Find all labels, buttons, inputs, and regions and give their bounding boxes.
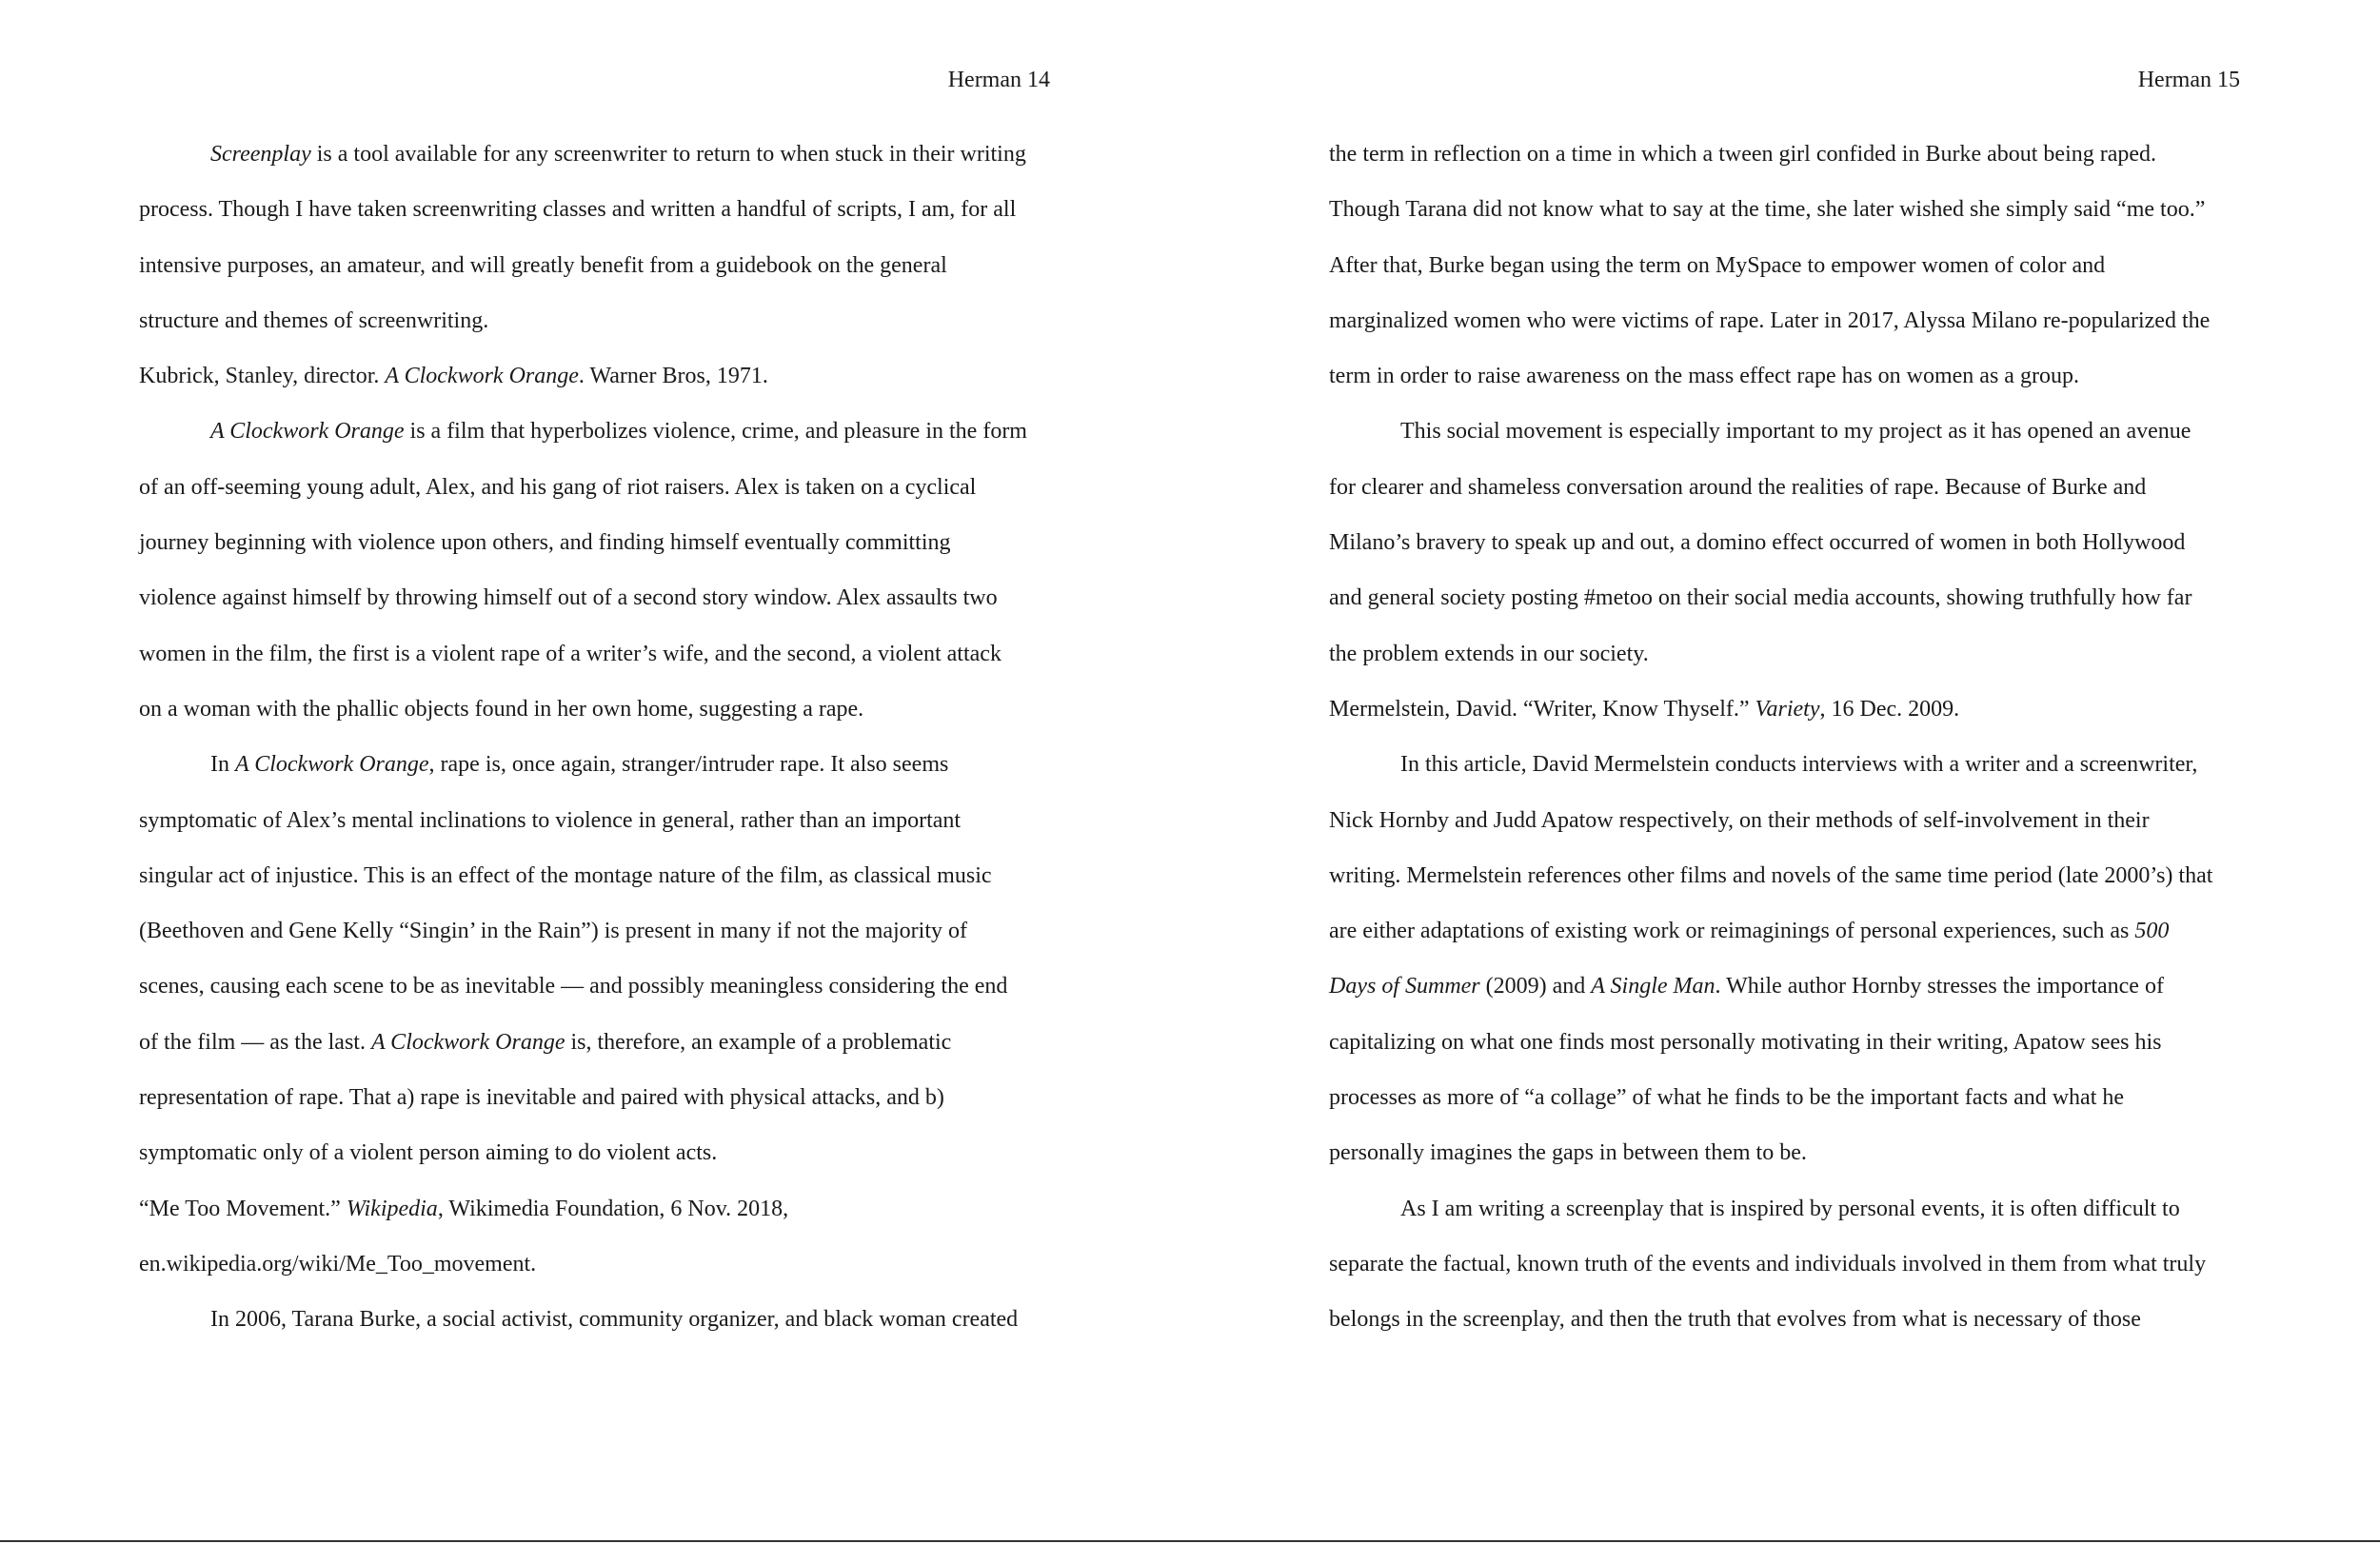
text-run: personally imagines the gaps in between them to be. <box>1329 1140 1807 1166</box>
text-line <box>139 135 1027 190</box>
text-line <box>139 247 1027 302</box>
italic-text-run: A Clockwork Orange <box>370 1029 565 1055</box>
text-line <box>1329 857 2212 912</box>
italic-text-run: Days of Summer <box>1329 974 1480 1000</box>
text-line <box>1329 690 2212 745</box>
text-run: is, therefore, an example of a problematic <box>565 1029 952 1055</box>
text-line <box>1329 967 2212 1022</box>
text-run: singular act of injustice. This is an effect of the montage nature of the film, as classical music <box>139 862 992 888</box>
text-run: intensive purposes, an amateur, and will greatly benefit from a guidebook on the general <box>139 252 947 278</box>
text-run: women in the film, the first is a violent rape of a writer’s wife, and the second, a violent attack <box>139 641 1002 666</box>
text-line <box>139 802 1027 857</box>
text-line <box>1329 247 2212 302</box>
text-line <box>1329 745 2212 801</box>
text-run: are either adaptations of existing work or reimaginings of personal experiences, such as <box>1329 919 2135 944</box>
page-bottom-rule <box>0 1540 2380 1542</box>
text-line <box>1329 135 2212 190</box>
text-run: , Wikimedia Foundation, 6 Nov. 2018, <box>437 1196 789 1221</box>
text-line <box>1329 1134 2212 1189</box>
text-run: Though Tarana did not know what to say at the time, she later wished she simply said “me too.” <box>1329 197 2206 223</box>
text-line <box>1329 635 2212 690</box>
text-line <box>139 302 1027 357</box>
text-line <box>139 745 1027 801</box>
text-run: representation of rape. That a) rape is inevitable and paired with physical attacks, and b) <box>139 1085 944 1111</box>
page-header-right: Herman 15 <box>2137 68 2240 92</box>
text-run: scenes, causing each scene to be as inevitable — and possibly meaningless considering the end <box>139 974 1008 1000</box>
text-run: journey beginning with violence upon others, and finding himself eventually committing <box>139 530 951 556</box>
text-run: capitalizing on what one finds most personally motivating in their writing, Apatow sees his <box>1329 1029 2162 1055</box>
text-run: Milano’s bravery to speak up and out, a domino effect occurred of women in both Hollywood <box>1329 530 2186 556</box>
text-run: the problem extends in our society. <box>1329 641 1649 666</box>
text-run: belongs in the screenplay, and then the truth that evolves from what is necessary of those <box>1329 1307 2141 1333</box>
page-header-left: Herman 14 <box>947 68 1050 92</box>
italic-text-run: 500 <box>2134 919 2170 944</box>
text-run: on a woman with the phallic objects found in her own home, suggesting a rape. <box>139 696 864 722</box>
text-line <box>139 468 1027 524</box>
text-line <box>139 635 1027 690</box>
text-run: symptomatic of Alex’s mental inclinations to violence in general, rather than an important <box>139 807 962 833</box>
text-line <box>139 524 1027 579</box>
text-line <box>1329 1023 2212 1079</box>
text-line <box>1329 1300 2212 1356</box>
text-line <box>1329 468 2212 524</box>
text-run: is a tool available for any screenwriter to return to when stuck in their writing <box>310 142 1026 167</box>
text-line <box>139 1300 1027 1356</box>
text-run: In this article, David Mermelstein conducts interviews with a writer and a screenwriter, <box>1400 752 2198 778</box>
italic-text-run: A Clockwork Orange <box>210 419 405 445</box>
text-run: In <box>210 752 235 778</box>
text-run: . Warner Bros, 1971. <box>578 364 768 389</box>
italic-text-run: Variety <box>1755 696 1820 722</box>
text-run: term in order to raise awareness on the mass effect rape has on women as a group. <box>1329 364 2079 389</box>
text-run: In 2006, Tarana Burke, a social activist, community organizer, and black woman created <box>210 1307 1019 1333</box>
italic-text-run: A Clockwork Orange <box>235 752 429 778</box>
text-run: en.wikipedia.org/wiki/Me_Too_movement. <box>139 1251 537 1277</box>
italic-text-run: Screenplay <box>210 142 311 167</box>
text-line <box>139 579 1027 634</box>
text-run: Mermelstein, David. “Writer, Know Thyself.” <box>1329 696 1755 722</box>
text-run: the term in reflection on a time in which a tween girl confided in Burke about being raped. <box>1329 142 2157 167</box>
text-line <box>1329 190 2212 246</box>
text-run: is a film that hyperbolizes violence, crime, and pleasure in the form <box>404 419 1027 445</box>
text-run: (Beethoven and Gene Kelly “Singin’ in the Rain”) is present in many if not the majority of <box>139 919 967 944</box>
text-run: writing. Mermelstein references other films and novels of the same time period (late 2000’s) that <box>1329 862 2213 888</box>
text-run: of the film — as the last. <box>139 1029 371 1055</box>
text-run: After that, Burke began using the term on MySpace to empower women of color and <box>1329 252 2106 278</box>
text-run: , 16 Dec. 2009. <box>1819 696 1960 722</box>
text-run: Nick Hornby and Judd Apatow respectively, on their methods of self-involvement in their <box>1329 807 2150 833</box>
document-page-right <box>1190 0 2380 1523</box>
text-run: Kubrick, Stanley, director. <box>139 364 386 389</box>
text-line <box>1329 412 2212 467</box>
text-run: “Me Too Movement.” <box>139 1196 347 1221</box>
text-line <box>1329 524 2212 579</box>
text-line <box>1329 802 2212 857</box>
text-run: for clearer and shameless conversation around the realities of rape. Because of Burke and <box>1329 474 2147 500</box>
text-run: of an off-seeming young adult, Alex, and his gang of riot raisers. Alex is taken on a cyclical <box>139 474 977 500</box>
text-run: , rape is, once again, stranger/intruder rape. It also seems <box>428 752 949 778</box>
text-run: marginalized women who were victims of rape. Later in 2017, Alyssa Milano re-popularized the <box>1329 307 2211 333</box>
page-body-left <box>139 135 1027 1356</box>
text-line <box>1329 1245 2212 1300</box>
text-run: (2009) and <box>1479 974 1592 1000</box>
italic-text-run: A Single Man <box>1591 974 1716 1000</box>
text-line <box>139 1190 1027 1245</box>
text-line <box>139 1079 1027 1134</box>
document-page-left <box>0 0 1190 1523</box>
text-line <box>139 967 1027 1022</box>
text-run: symptomatic only of a violent person aiming to do violent acts. <box>139 1140 718 1166</box>
text-run: separate the factual, known truth of the events and individuals involved in them from what truly <box>1329 1251 2207 1277</box>
text-line <box>139 1023 1027 1079</box>
text-run: and general society posting #metoo on their social media accounts, showing truthfully how far <box>1329 585 2192 611</box>
text-line <box>1329 357 2212 412</box>
text-run: processes as more of “a collage” of what he finds to be the important facts and what he <box>1329 1085 2125 1111</box>
text-line <box>139 1245 1027 1300</box>
text-line <box>1329 1190 2212 1245</box>
text-line <box>1329 912 2212 967</box>
text-line <box>139 912 1027 967</box>
text-line <box>1329 1079 2212 1134</box>
text-line <box>1329 579 2212 634</box>
text-line <box>139 357 1027 412</box>
text-run: violence against himself by throwing himself out of a second story window. Alex assaults two <box>139 585 998 611</box>
text-run: structure and themes of screenwriting. <box>139 307 489 333</box>
text-line <box>139 190 1027 246</box>
text-run: This social movement is especially important to my project as it has opened an avenue <box>1400 419 2192 445</box>
italic-text-run: A Clockwork Orange <box>385 364 579 389</box>
text-line <box>139 1134 1027 1189</box>
text-line <box>139 412 1027 467</box>
text-run: process. Though I have taken screenwriting classes and written a handful of scripts, I am, for all <box>139 197 1017 223</box>
text-run: As I am writing a screenplay that is inspired by personal events, it is often difficult to <box>1400 1196 2180 1221</box>
text-line <box>1329 302 2212 357</box>
page-body-right <box>1329 135 2212 1356</box>
text-line <box>139 857 1027 912</box>
italic-text-run: Wikipedia <box>346 1196 438 1221</box>
text-line <box>139 690 1027 745</box>
text-run: . While author Hornby stresses the importance of <box>1715 974 2164 1000</box>
